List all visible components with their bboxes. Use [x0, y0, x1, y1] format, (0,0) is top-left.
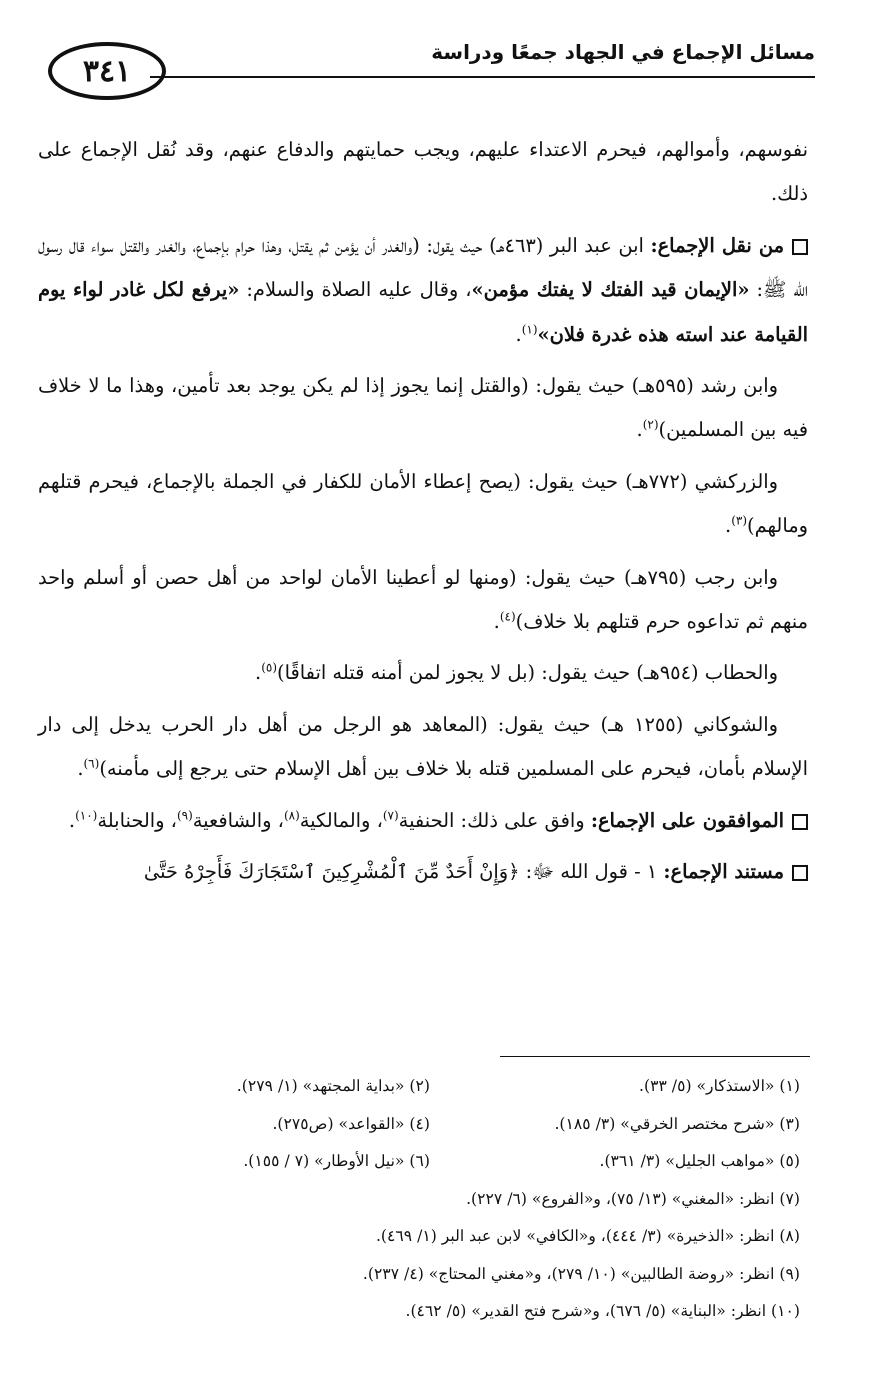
- footnote: (٥) «مواهب الجليل» (٣/ ٣٦١).: [599, 1152, 800, 1170]
- paragraph: والشوكاني (١٢٥٥ هـ) حيث يقول: (المعاهد هو الرجل من أهل دار الحرب يدخل إلى دار الإسلام بأمان، فيحرم على المسلمين قتله بلا خلاف بين أهل الإسلام حتى يرجع إلى مأمنه)$^{(٦)}$.: [38, 712, 808, 781]
- footnote-ref: (٩): [176, 808, 193, 823]
- section-heading: مستند الإجماع:: [663, 860, 784, 884]
- footnote-row: [60, 1106, 800, 1144]
- main-text: [38, 128, 808, 902]
- paragraph: والحطاب (٩٥٤هـ) حيث يقول: (بل لا يجوز لمن أمنه قتله اتفاقًا)$^{(٥)}$.: [255, 661, 778, 685]
- footnote-ref: (٤): [499, 609, 516, 624]
- paragraph-agreeing-schools: الموافقون على الإجماع: وافق على ذلك: الحنفية$^{(٧)}$، والمالكية$^{(٨)}$، والشافعية$^{(٩)}$، والحنابلة$^{(١٠)}$.: [38, 799, 808, 843]
- footnote-ref: (٦): [83, 756, 100, 771]
- footnote: (١٠) انظر: «البناية» (٥/ ٦٧٦)، و«شرح فتح القدير» (٥/ ٤٦٢).: [405, 1302, 800, 1320]
- footnote: (٣) «شرح مختصر الخرقي» (٣/ ١٨٥).: [554, 1114, 800, 1133]
- paragraph: والزركشي (٧٧٢هـ) حيث يقول: (يصح إعطاء الأمان للكفار في الجملة بالإجماع، فيحرم قتلهم ومالهم)$^{(٣)}$.: [38, 469, 808, 538]
- hadith-quote: «يرفع لكل غادر لواء يوم القيامة عند استه هذه غدرة فلان»: [38, 278, 808, 346]
- footnote-separator: [500, 1056, 810, 1057]
- footnote-ref: (٨): [283, 808, 300, 823]
- page-number: ٣٤١: [48, 42, 166, 100]
- section-heading: من نقل الإجماع:: [650, 233, 784, 257]
- footnote-ref: (٧): [382, 808, 399, 823]
- square-bullet-icon: [792, 865, 808, 881]
- square-bullet-icon: [792, 239, 808, 255]
- footnote: (١) «الاستذكار» (٥/ ٣٣).: [639, 1077, 800, 1095]
- page-header: [40, 38, 815, 108]
- footnote-row: [60, 1068, 800, 1106]
- footnote: (٩) انظر: «روضة الطالبين» (١٠/ ٢٧٩)، و«مغني المحتاج» (٤/ ٢٣٧).: [362, 1264, 800, 1283]
- paragraph-ijma-basis: مستند الإجماع: ١ - قول الله ﷻ: ﴿وَإِنْ أَحَدٌ مِّنَ ٱلْمُشْرِكِينَ ٱسْتَجَارَكَ فَأَجِرْهُ حَتَّىٰ: [38, 850, 808, 894]
- header-rule: [150, 76, 815, 78]
- footnote-ref: (٢): [642, 417, 659, 432]
- footnote-ref: (٥): [261, 661, 278, 675]
- footnotes: [60, 1068, 800, 1331]
- footnote-ref: (١): [521, 322, 538, 337]
- paragraph: نفوسهم، وأموالهم، فيحرم الاعتداء عليهم، ويجب حمايتهم والدفاع عنهم، وقد نُقل الإجماع على ذلك.: [38, 138, 808, 206]
- footnote: (٧) انظر: «المغني» (١٣/ ٧٥)، و«الفروع» (٦/ ٢٢٧).: [466, 1189, 800, 1208]
- footnote-row: [60, 1143, 800, 1181]
- section-heading: الموافقون على الإجماع:: [590, 808, 784, 832]
- paragraph-ijma-transmitters: من نقل الإجماع: ابن عبد البر (٤٦٣هـ) حيث يقول: (والغدر أن يؤمن ثم يقتل، وهذا حرام بإجماع، والغدر والقتل سواء قال رسول الله ﷺ: «الإيمان قيد الفتك لا يفتك مؤمن»، وقال عليه الصلاة والسلام: «يرفع لكل غادر لواء يوم القيامة عند استه هذه غدرة فلان»$^{(١)}$.: [38, 233, 808, 346]
- footnote-ref: (١٠): [75, 808, 98, 823]
- footnote: (٢) «بداية المجتهد» (١/ ٢٧٩).: [236, 1077, 430, 1095]
- footnote: (٤) «القواعد» (ص٢٧٥).: [272, 1114, 430, 1133]
- hadith-quote: «الإيمان قيد الفتك لا يفتك مؤمن»: [471, 278, 750, 302]
- footnote: (٨) انظر: «الذخيرة» (٣/ ٤٤٤)، و«الكافي» لابن عبد البر (١/ ٤٦٩).: [375, 1227, 800, 1245]
- square-bullet-icon: [792, 814, 808, 830]
- footnote: (٦) «نيل الأوطار» (٧ / ١٥٥).: [243, 1152, 430, 1170]
- paragraph: وابن رجب (٧٩٥هـ) حيث يقول: (ومنها لو أعطينا الأمان لواحد من أهل حصن أو أسلم واحد منهم ثم تداعوه حرم قتلهم بلا خلاف)$^{(٤)}$.: [38, 565, 808, 634]
- footnote-ref: (٣): [731, 513, 748, 528]
- quran-verse: ﴿وَإِنْ أَحَدٌ مِّنَ ٱلْمُشْرِكِينَ ٱسْتَجَارَكَ فَأَجِرْهُ حَتَّىٰ: [143, 860, 520, 884]
- running-title: مسائل الإجماع في الجهاد جمعًا ودراسة: [431, 40, 815, 64]
- paragraph: وابن رشد (٥٩٥هـ) حيث يقول: (والقتل إنما يجوز إذا لم يكن يوجد بعد تأمين، وهذا ما لا خلاف فيه بين المسلمين)$^{(٢)}$.: [38, 374, 808, 442]
